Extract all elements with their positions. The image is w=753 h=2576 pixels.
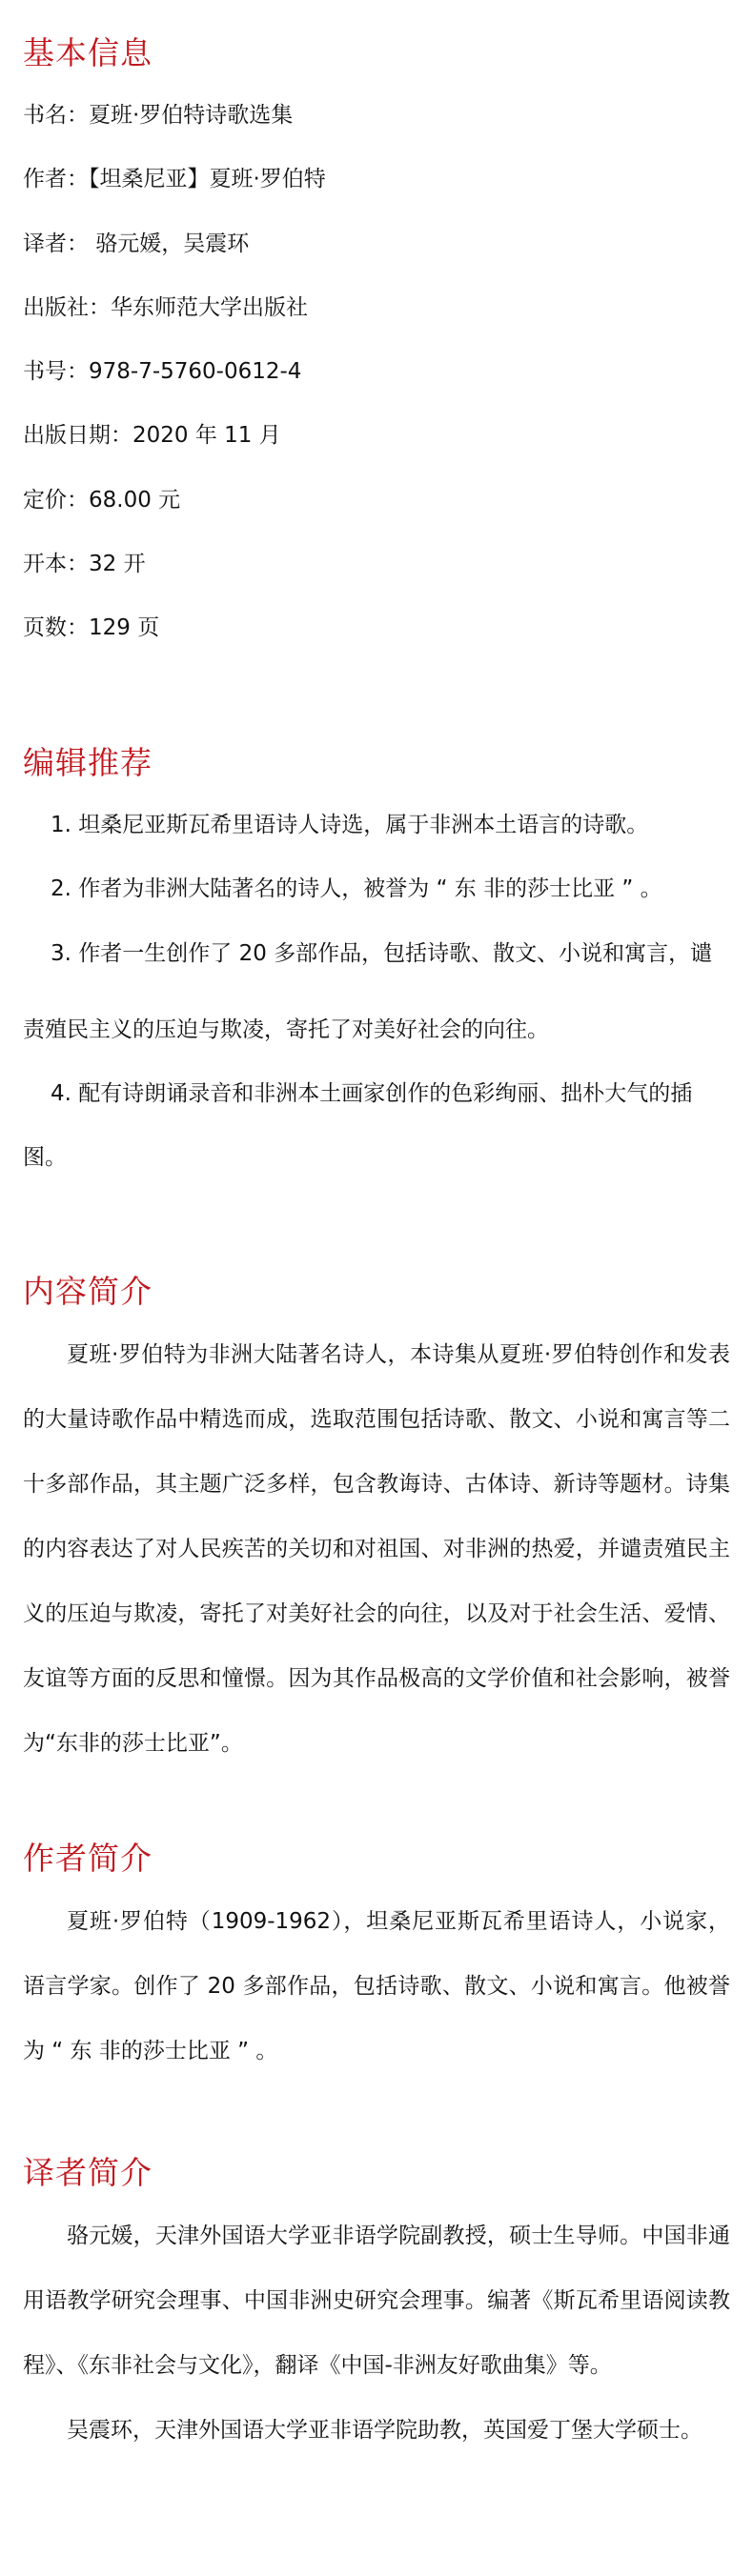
book-publisher: 出版社：华东师范大学出版社: [23, 295, 308, 320]
recommend-item-1: 1. 坦桑尼亚斯瓦希里语诗人诗选，属于非洲本土语言的诗歌。: [51, 813, 649, 837]
section-heading-author: 作者简介: [23, 1840, 153, 1877]
recommend-item-4-continued: 图。: [23, 1145, 67, 1170]
book-translator: 译者： 骆元媛，吴震环: [23, 231, 250, 256]
author-paragraph: 夏班·罗伯特（1909-1962），坦桑尼亚斯瓦希里语诗人，小说家，语言学家。创作了 20 多部作品，包括诗歌、散文、小说和寓言。他被誉为 “ 东 非的莎士比亚 ” 。: [23, 1909, 730, 2063]
book-price: 定价：68.00 元: [23, 488, 181, 513]
book-author: 作者：【坦桑尼亚】夏班·罗伯特: [23, 167, 326, 191]
section-heading-basic-info: 基本信息: [23, 34, 153, 71]
book-publish-date: 出版日期：2020 年 11 月: [23, 423, 281, 448]
book-title: 书名：夏班·罗伯特诗歌选集: [23, 103, 294, 128]
content-paragraph: 夏班·罗伯特为非洲大陆著名诗人，本诗集从夏班·罗伯特创作和发表的大量诗歌作品中精选而成，选取范围包括诗歌、散文、小说和寓言等二十多部作品，其主题广泛多样，包含教诲诗、古体诗、新诗等题材。诗集的内容表达了对人民疾苦的关切和对祖国、对非洲的热爱，并谴责殖民主义的压迫与欺凌，寄托了对美好社会的向往，以及对于社会生活、爱情、友谊等方面的反思和憧憬。因为其作品极高的文学价值和社会影响，被誉为“东非的莎士比亚”。: [23, 1342, 730, 1756]
recommend-item-2: 2. 作者为非洲大陆著名的诗人，被誉为 “ 东 非的莎士比亚 ” 。: [51, 876, 662, 901]
translator-paragraph-1: 骆元媛，天津外国语大学亚非语学院副教授，硕士生导师。中国非通用语教学研究会理事、中国非洲史研究会理事。编著《斯瓦希里语阅读教程》、《东非社会与文化》，翻译《中国-非洲友好歌曲集》等。: [23, 2224, 730, 2378]
section-heading-recommend: 编辑推荐: [23, 744, 153, 781]
recommend-item-3-continued: 责殖民主义的压迫与欺凌，寄托了对美好社会的向往。: [23, 1017, 549, 1042]
book-pages: 页数：129 页: [23, 615, 160, 640]
book-format: 开本：32 开: [23, 552, 146, 576]
section-heading-translator: 译者简介: [23, 2154, 153, 2191]
translator-paragraph-2: 吴震环，天津外国语大学亚非语学院助教，英国爱丁堡大学硕士。: [67, 2418, 702, 2443]
recommend-item-3: 3. 作者一生创作了 20 多部作品，包括诗歌、散文、小说和寓言，谴: [51, 941, 713, 966]
section-heading-content: 内容简介: [23, 1273, 153, 1310]
book-isbn: 书号：978-7-5760-0612-4: [23, 359, 302, 384]
recommend-item-4: 4. 配有诗朗诵录音和非洲本土画家创作的色彩绚丽、拙朴大气的插: [51, 1081, 693, 1106]
